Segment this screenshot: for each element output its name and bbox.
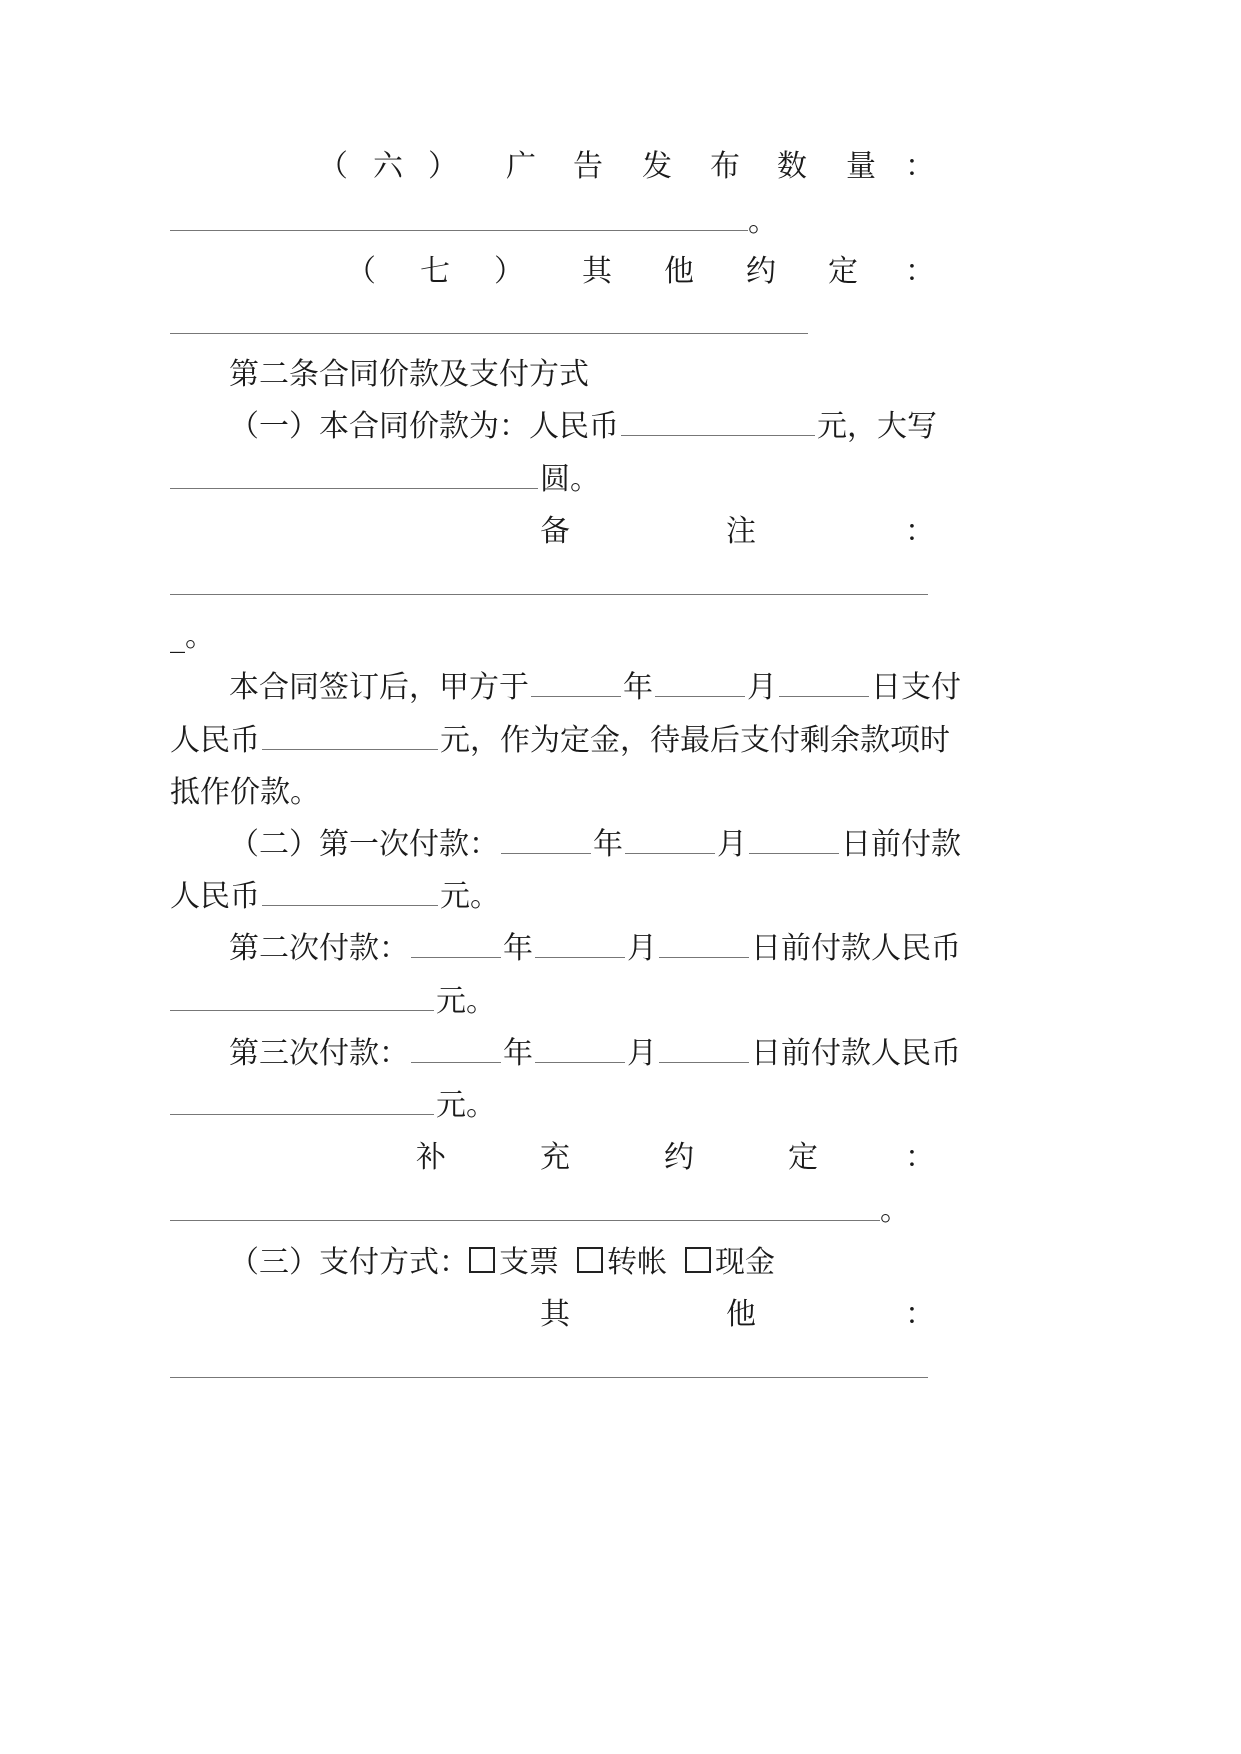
pay1-line2 (170, 877, 500, 917)
deposit-year-blank[interactable] (531, 672, 621, 697)
item7-fill-line[interactable] (170, 333, 808, 334)
price-line2 (170, 460, 600, 500)
item7-char: 约 (746, 254, 776, 289)
item7-char: 他 (664, 254, 694, 289)
price-capital-blank[interactable] (170, 464, 538, 489)
pay2-line1 (229, 929, 961, 969)
item7-char: （ (346, 254, 376, 289)
item7-char: 其 (582, 254, 612, 289)
item6-end: 。 (748, 204, 778, 239)
other-char: ： (905, 1297, 935, 1332)
item6-fill-line[interactable] (170, 230, 748, 231)
pay1-currency: 人民币 (170, 879, 260, 914)
pay3-year-label: 年 (503, 1036, 533, 1071)
pay3-amount-blank[interactable] (170, 1090, 434, 1115)
checkbox-icon[interactable] (469, 1247, 495, 1273)
deposit-month-blank[interactable] (655, 672, 745, 697)
pay1-line1 (229, 825, 961, 865)
pay3-unit: 元。 (436, 1088, 496, 1123)
pay2-month-blank[interactable] (535, 933, 625, 958)
pay2-year-label: 年 (503, 931, 533, 966)
item6-char: （ (318, 149, 348, 184)
supplement-char: 约 (664, 1140, 694, 1175)
pay3-line2 (170, 1086, 496, 1126)
pay2-line2 (170, 982, 496, 1022)
deposit-month-label: 月 (747, 670, 777, 705)
item6-char: 数 (777, 149, 807, 184)
deposit-text: 本合同签订后，甲方于 (229, 670, 529, 705)
deposit-year-label: 年 (623, 670, 653, 705)
other-char: 他 (726, 1297, 756, 1332)
pay2-year-blank[interactable] (411, 933, 501, 958)
pay2-unit: 元。 (436, 984, 496, 1019)
option-cheque[interactable] (469, 1245, 559, 1280)
deposit-line3: 抵作价款。 (170, 775, 320, 810)
price-amount-blank[interactable] (621, 411, 815, 436)
deposit-line1 (229, 668, 961, 708)
pay1-month-label: 月 (717, 827, 747, 862)
other-char: 其 (540, 1297, 570, 1332)
price-line2-end: 圆。 (540, 462, 600, 497)
pay1-label: （二）第一次付款： (229, 827, 499, 862)
checkbox-icon[interactable] (577, 1247, 603, 1273)
item6-char: 布 (710, 149, 740, 184)
remark-fill-line[interactable] (170, 594, 928, 595)
option-label: 转帐 (607, 1245, 667, 1280)
supplement-char: 补 (416, 1140, 446, 1175)
pay2-label: 第二次付款： (229, 931, 409, 966)
deposit-day-blank[interactable] (779, 672, 869, 697)
item6-char: 告 (573, 149, 603, 184)
pay1-year-label: 年 (593, 827, 623, 862)
pay3-label: 第三次付款： (229, 1036, 409, 1071)
supplement-char: 充 (540, 1140, 570, 1175)
price-label: （一）本合同价款为：人民币 (229, 409, 619, 444)
pay1-month-blank[interactable] (625, 829, 715, 854)
deposit-line2 (170, 721, 950, 761)
deposit-currency: 人民币 (170, 723, 260, 758)
supplement-fill-line[interactable] (170, 1220, 880, 1221)
remark-end: _。 (170, 619, 215, 654)
option-cash[interactable] (685, 1245, 775, 1280)
item7-char: 七 (420, 254, 450, 289)
pay1-day-label: 日前付款 (841, 827, 961, 862)
pay3-month-label: 月 (627, 1036, 657, 1071)
payment-method-row (229, 1243, 775, 1283)
item7-char: ） (494, 254, 524, 289)
pay1-day-blank[interactable] (749, 829, 839, 854)
item7-char: ： (905, 254, 935, 289)
item6-char: ： (905, 149, 935, 184)
item6-char: 广 (506, 149, 536, 184)
option-label: 支票 (499, 1245, 559, 1280)
pay3-line1 (229, 1034, 961, 1074)
pay1-unit: 元。 (440, 879, 500, 914)
pay3-year-blank[interactable] (411, 1038, 501, 1063)
deposit-day-label: 日支付 (871, 670, 961, 705)
pay2-amount-blank[interactable] (170, 986, 434, 1011)
option-transfer[interactable] (577, 1245, 667, 1280)
item6-char: ） (428, 149, 458, 184)
pay1-amount-blank[interactable] (262, 881, 438, 906)
supplement-end: 。 (880, 1193, 910, 1228)
supplement-char: 定 (788, 1140, 818, 1175)
remark-char: 注 (726, 514, 756, 549)
option-label: 现金 (715, 1245, 775, 1280)
pay2-month-label: 月 (627, 931, 657, 966)
article2-title: 第二条合同价款及支付方式 (229, 357, 589, 392)
pay2-day-blank[interactable] (659, 933, 749, 958)
item6-char: 六 (373, 149, 403, 184)
price-line1 (229, 407, 937, 447)
remark-char: 备 (540, 514, 570, 549)
payment-method-label: （三）支付方式： (229, 1245, 469, 1280)
other-fill-line[interactable] (170, 1377, 928, 1378)
pay3-month-blank[interactable] (535, 1038, 625, 1063)
item6-char: 量 (846, 149, 876, 184)
item6-char: 发 (642, 149, 672, 184)
remark-char: ： (905, 514, 935, 549)
deposit-amount-blank[interactable] (262, 725, 438, 750)
pay1-year-blank[interactable] (501, 829, 591, 854)
pay2-day-label: 日前付款人民币 (751, 931, 961, 966)
price-capital-label: 元，大写 (817, 409, 937, 444)
item7-char: 定 (828, 254, 858, 289)
supplement-char: ： (905, 1140, 935, 1175)
deposit-text: 元，作为定金，待最后支付剩余款项时 (440, 723, 950, 758)
checkbox-icon[interactable] (685, 1247, 711, 1273)
pay3-day-label: 日前付款人民币 (751, 1036, 961, 1071)
pay3-day-blank[interactable] (659, 1038, 749, 1063)
